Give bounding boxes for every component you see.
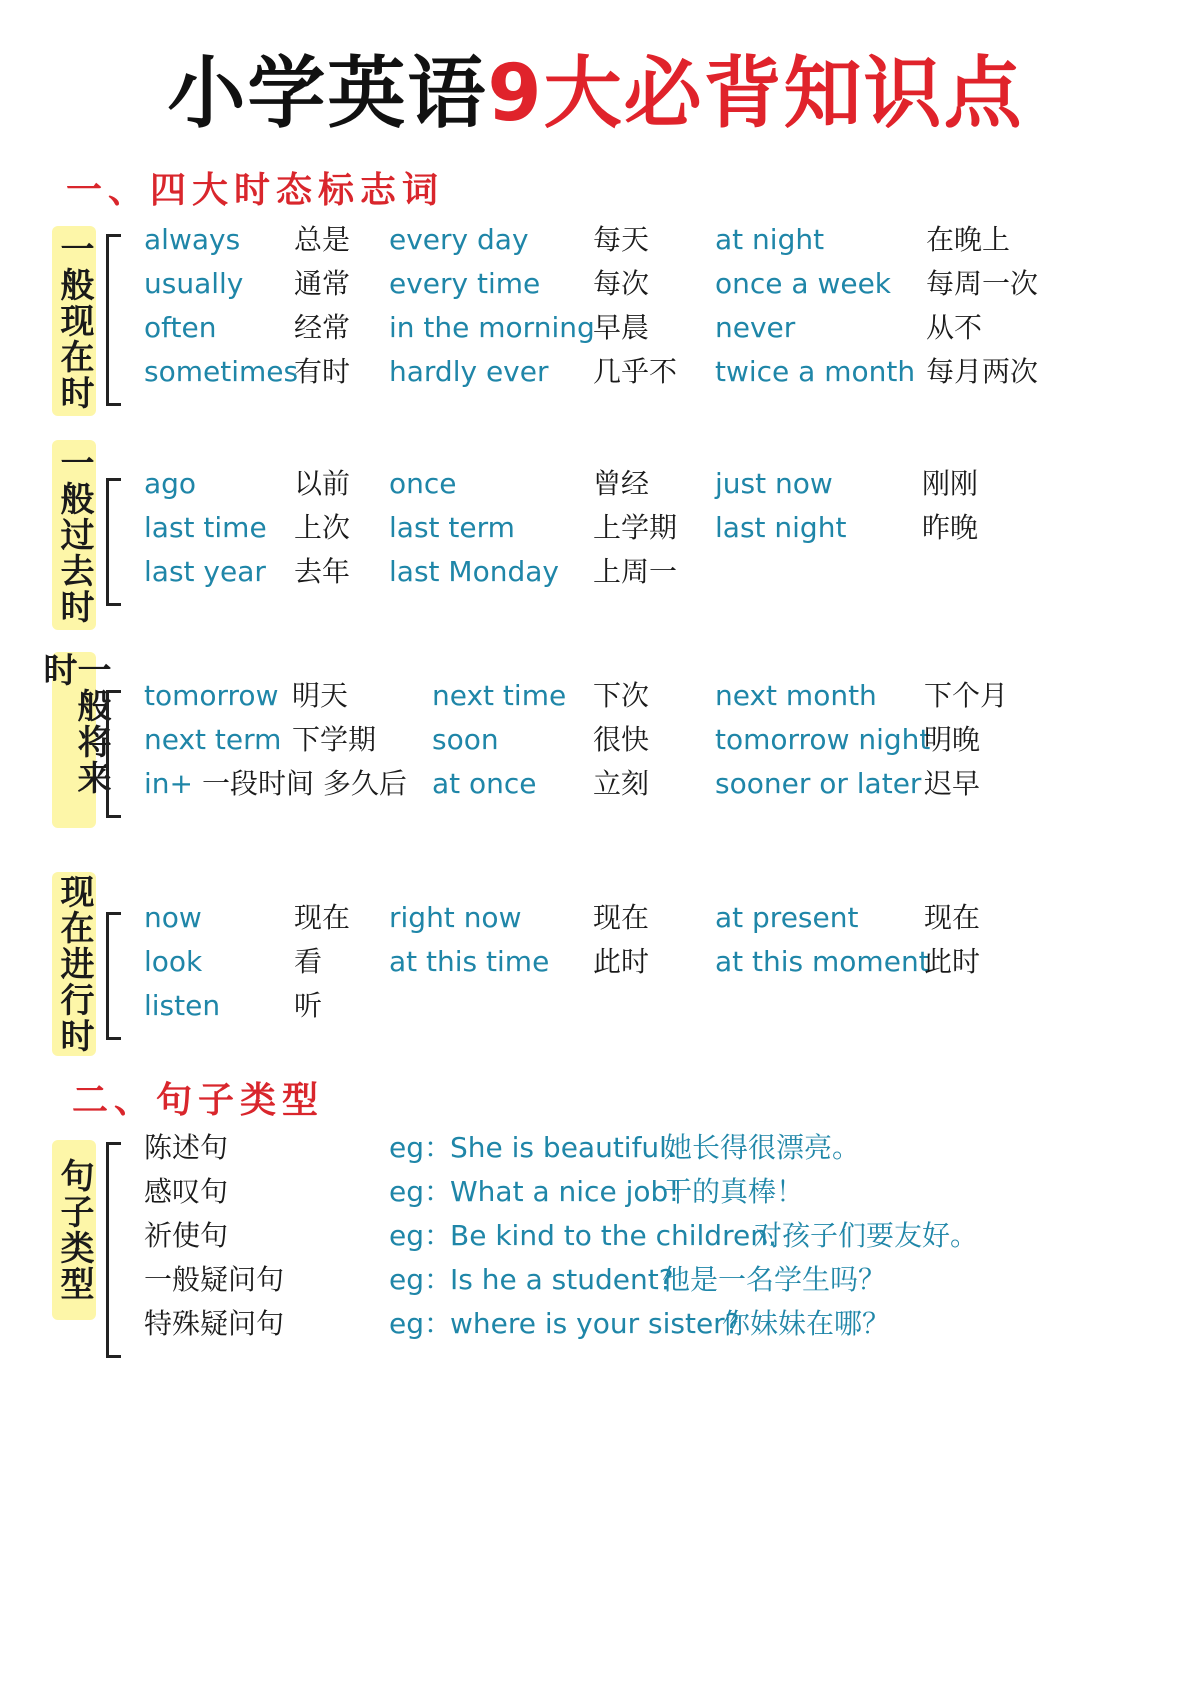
sentence-type: 感叹句 [144, 1175, 229, 1208]
tense-label [52, 440, 96, 630]
sentence-type-label-text: 句子类型 [54, 1158, 94, 1302]
marker-word: look [144, 945, 203, 978]
marker-meaning: 上学期 [593, 511, 678, 544]
marker-meaning: 每天 [593, 223, 650, 256]
marker-word: at this time [389, 945, 550, 978]
marker-meaning: 上周一 [593, 555, 678, 588]
marker-word: twice a month [715, 355, 916, 388]
marker-word: at night [715, 223, 825, 256]
bracket [106, 690, 121, 818]
marker-word: last term [389, 511, 515, 544]
marker-word: next time [432, 679, 567, 712]
marker-word: at once [432, 767, 537, 800]
example-sentence: Be kind to the children. [450, 1219, 777, 1252]
marker-meaning: 通常 [294, 267, 351, 300]
title-black-part: 小学英语 [167, 49, 488, 139]
marker-meaning: 昨晚 [922, 511, 979, 544]
marker-meaning: 下个月 [924, 679, 1009, 712]
marker-meaning: 总是 [294, 223, 351, 256]
tense-label [52, 872, 96, 1056]
example-sentence: She is beautiful. [450, 1131, 676, 1164]
marker-meaning: 很快 [593, 723, 650, 756]
marker-word: last Monday [389, 555, 559, 588]
marker-word: in+ [144, 767, 193, 800]
marker-meaning: 去年 [294, 555, 351, 588]
marker-word: sooner or later [715, 767, 922, 800]
bracket [106, 912, 121, 1040]
marker-meaning: 有时 [294, 355, 351, 388]
marker-meaning: 每次 [593, 267, 650, 300]
marker-meaning: 立刻 [593, 767, 650, 800]
marker-meaning: 此时 [924, 945, 981, 978]
marker-meaning: 迟早 [924, 767, 981, 800]
example-translation: 他是一名学生吗？ [662, 1263, 887, 1296]
marker-word: at this moment [715, 945, 930, 978]
marker-word: right now [389, 901, 522, 934]
marker-word: at present [715, 901, 859, 934]
marker-meaning: 明天 [292, 679, 349, 712]
marker-word: next term [144, 723, 282, 756]
marker-word: usually [144, 267, 244, 300]
marker-word: sometimes [144, 355, 299, 388]
marker-meaning: 现在 [924, 901, 981, 934]
marker-meaning: 在晚上 [926, 223, 1011, 256]
bracket [106, 1142, 121, 1358]
marker-word: last time [144, 511, 267, 544]
marker-word: once [389, 467, 457, 500]
marker-word: every time [389, 267, 541, 300]
example-sentence: where is your sister? [450, 1307, 740, 1340]
section1-heading: 一、四大时态标志词 [66, 169, 445, 211]
marker-word: last year [144, 555, 266, 588]
section2-heading: 二、句子类型 [72, 1079, 325, 1121]
marker-word: hardly ever [389, 355, 549, 388]
example-sentence: Is he a student? [450, 1263, 674, 1296]
marker-word: tomorrow [144, 679, 279, 712]
marker-word: now [144, 901, 202, 934]
marker-meaning: 经常 [294, 311, 351, 344]
sentence-type-label [52, 1140, 96, 1320]
marker-meaning: 下学期 [292, 723, 377, 756]
tense-label-text: 现在进行时 [54, 874, 94, 1054]
marker-meaning: 刚刚 [922, 467, 979, 500]
marker-word: always [144, 223, 241, 256]
example-translation: 对孩子们要友好。 [754, 1219, 979, 1252]
marker-word: soon [432, 723, 499, 756]
tense-label [37, 652, 111, 828]
marker-word: in the morning [389, 311, 595, 344]
marker-word: once a week [715, 267, 892, 300]
example-translation: 你妹妹在哪？ [722, 1307, 891, 1340]
example-prefix: eg： [389, 1307, 453, 1340]
sentence-type: 特殊疑问句 [144, 1307, 285, 1340]
marker-word: tomorrow night [715, 723, 931, 756]
marker-meaning: 听 [294, 989, 323, 1022]
marker-word: never [715, 311, 796, 344]
page-title [0, 49, 1191, 139]
marker-word: last night [715, 511, 847, 544]
tense-label [52, 226, 96, 416]
marker-word: just now [715, 467, 833, 500]
example-translation: 干的真棒！ [664, 1175, 805, 1208]
bracket [106, 478, 121, 606]
marker-meaning: 现在 [294, 901, 351, 934]
example-sentence: What a nice job! [450, 1175, 680, 1208]
title-red-part: 9大必背知识点 [487, 49, 1024, 139]
sentence-type: 陈述句 [144, 1131, 229, 1164]
marker-meaning: 每月两次 [926, 355, 1039, 388]
marker-meaning: 看 [294, 945, 323, 978]
example-translation: 她长得很漂亮。 [664, 1131, 861, 1164]
marker-word: every day [389, 223, 529, 256]
example-prefix: eg： [389, 1131, 453, 1164]
marker-meaning: 曾经 [593, 467, 650, 500]
marker-meaning: 几乎不 [593, 355, 678, 388]
bracket [106, 234, 121, 406]
marker-meaning: 现在 [593, 901, 650, 934]
example-prefix: eg： [389, 1175, 453, 1208]
marker-word: next month [715, 679, 877, 712]
tense-label-text: 一般过去时 [54, 445, 94, 625]
tense-label-text: 一般将来时 [37, 652, 111, 796]
sentence-type: 祈使句 [144, 1219, 229, 1252]
marker-meaning: 下次 [593, 679, 650, 712]
marker-word: often [144, 311, 217, 344]
tense-label-text: 一般现在时 [54, 231, 94, 411]
example-prefix: eg： [389, 1219, 453, 1252]
marker-meaning: 明晚 [924, 723, 981, 756]
marker-meaning: 此时 [593, 945, 650, 978]
marker-word: listen [144, 989, 221, 1022]
marker-word: ago [144, 467, 197, 500]
marker-meaning: 上次 [294, 511, 351, 544]
marker-meaning: 从不 [926, 311, 983, 344]
marker-meaning: 每周一次 [926, 267, 1039, 300]
marker-meaning: 早晨 [593, 311, 650, 344]
sentence-type: 一般疑问句 [144, 1263, 285, 1296]
marker-meaning: 以前 [294, 467, 351, 500]
marker-meaning: 一段时间 多久后 [202, 767, 407, 800]
example-prefix: eg： [389, 1263, 453, 1296]
